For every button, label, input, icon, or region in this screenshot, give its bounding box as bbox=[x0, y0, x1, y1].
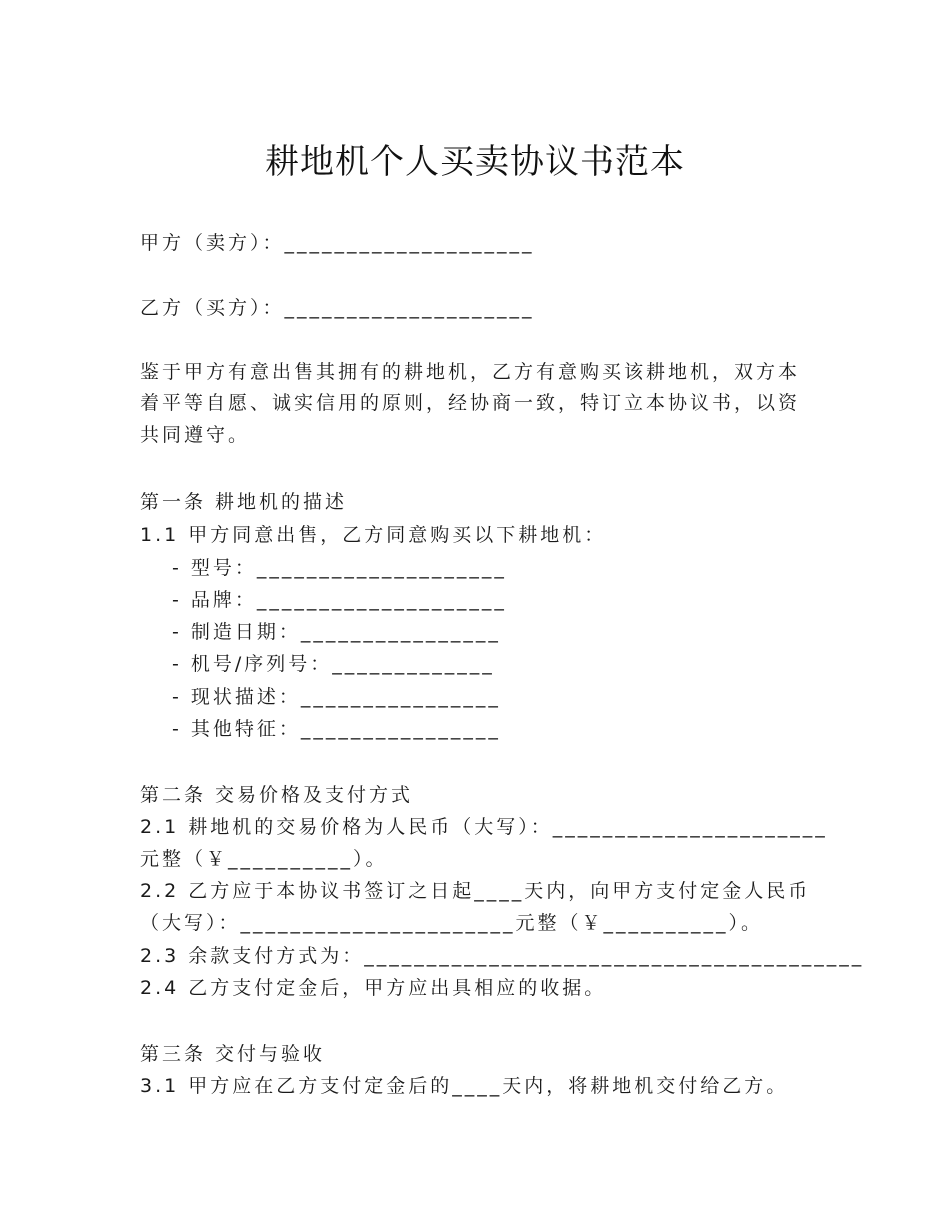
spec-brand-line: - 品牌：____________________ bbox=[172, 589, 507, 611]
party-a-line: 甲方（卖方）：____________________ bbox=[140, 232, 535, 254]
spec-model-line: - 型号：____________________ bbox=[172, 557, 507, 579]
article-2-clause-2-4: 2.4 乙方支付定金后，甲方应出具相应的收据。 bbox=[140, 977, 607, 999]
article-1-heading: 第一条 耕地机的描述 bbox=[140, 491, 348, 513]
party-b-line: 乙方（买方）：____________________ bbox=[140, 297, 535, 319]
preamble-line-1: 鉴于甲方有意出售其拥有的耕地机，乙方有意购买该耕地机，双方本 bbox=[140, 361, 801, 383]
spec-condition-line: - 现状描述：________________ bbox=[172, 686, 501, 708]
article-2-clause-2-2-cont: （大写）：______________________元整（￥__________）。 bbox=[140, 912, 764, 934]
spec-manufacture-date-line: - 制造日期：________________ bbox=[172, 621, 501, 643]
article-3-heading: 第三条 交付与验收 bbox=[140, 1043, 326, 1065]
article-2-clause-2-1-cont: 元整（￥__________）。 bbox=[140, 848, 388, 870]
preamble-line-3: 共同遵守。 bbox=[140, 424, 251, 446]
article-2-clause-2-1: 2.1 耕地机的交易价格为人民币（大写）：______________________ bbox=[140, 816, 828, 838]
preamble-line-2: 着平等自愿、诚实信用的原则，经协商一致，特订立本协议书，以资 bbox=[140, 392, 801, 414]
document-title: 耕地机个人买卖协议书范本 bbox=[265, 142, 685, 182]
article-2-heading: 第二条 交易价格及支付方式 bbox=[140, 784, 414, 806]
spec-other-features-line: - 其他特征：________________ bbox=[172, 718, 501, 740]
article-2-clause-2-2: 2.2 乙方应于本协议书签订之日起____天内，向甲方支付定金人民币 bbox=[140, 880, 811, 902]
article-1-clause-1-1: 1.1 甲方同意出售，乙方同意购买以下耕地机： bbox=[140, 524, 607, 546]
spec-serial-number-line: - 机号/序列号：_____________ bbox=[172, 653, 495, 675]
article-3-clause-3-1: 3.1 甲方应在乙方支付定金后的____天内，将耕地机交付给乙方。 bbox=[140, 1075, 789, 1097]
article-2-clause-2-3: 2.3 余款支付方式为：________________________________________ bbox=[140, 945, 865, 967]
